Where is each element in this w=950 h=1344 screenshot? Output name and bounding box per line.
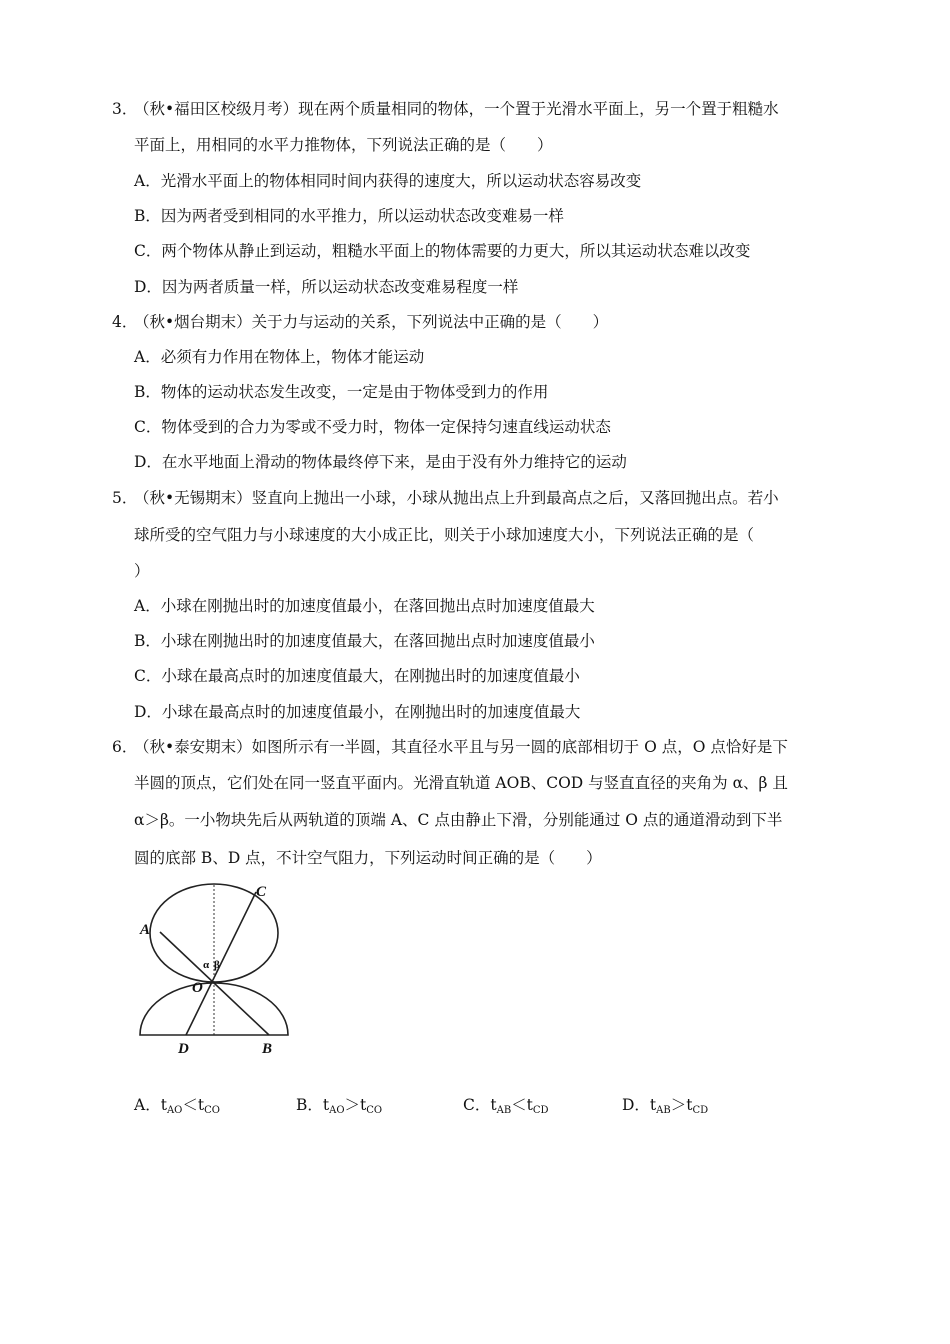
- question-stem-line: 球所受的空气阻力与小球速度的大小成正比，则关于小球加速度大小，下列说法正确的是（: [134, 526, 755, 544]
- option-d: D．$t_{AB}>t_{CD}$: [622, 1096, 709, 1116]
- question-number: 4．: [112, 313, 138, 331]
- label-c: C: [256, 884, 267, 900]
- label-d: D: [178, 1041, 189, 1057]
- question-number: 3．: [112, 100, 138, 118]
- question-stem-line: ）: [134, 562, 150, 580]
- question-stem-line: α＞β。一小物块先后从两轨道的顶端 A、C 点由静止下滑，分别能通过 O 点的通道滑动到下半: [134, 811, 783, 829]
- option-d: D．小球在最高点时的加速度值最小，在刚抛出时的加速度值最大: [134, 703, 581, 721]
- option-c: C．$t_{AB}<t_{CD}$: [463, 1096, 549, 1116]
- question-stem-line: （秋•无锡期末）竖直向上抛出一小球，小球从抛出点上升到最高点之后，又落回抛出点。若小: [134, 489, 779, 507]
- option-c: C．物体受到的合力为零或不受力时，物体一定保持匀速直线运动状态: [134, 418, 611, 436]
- question-stem-line: （秋•福田区校级月考）现在两个质量相同的物体，一个置于光滑水平面上，另一个置于粗糙水: [134, 100, 779, 118]
- option-b: B．物体的运动状态发生改变，一定是由于物体受到力的作用: [134, 383, 549, 401]
- geometry-figure: [134, 880, 294, 1060]
- option-b: B．因为两者受到相同的水平推力，所以运动状态改变难易一样: [134, 207, 564, 225]
- option-b: B．$t_{AO}>t_{CO}$: [296, 1096, 383, 1116]
- option-b: B．小球在刚抛出时的加速度值最大，在落回抛出点时加速度值最小: [134, 632, 595, 650]
- option-a: A．光滑水平面上的物体相同时间内获得的速度大，所以运动状态容易改变: [134, 172, 642, 190]
- label-a: A: [140, 922, 151, 938]
- track-aob: [160, 932, 269, 1035]
- question-stem-line: 圆的底部 B、D 点，不计空气阻力，下列运动时间正确的是（ ）: [134, 849, 602, 867]
- option-a: A．必须有力作用在物体上，物体才能运动: [134, 348, 425, 366]
- option-c: C．两个物体从静止到运动，粗糙水平面上的物体需要的力更大，所以其运动状态难以改变: [134, 242, 751, 260]
- label-alpha: α: [203, 959, 210, 971]
- option-c: C．小球在最高点时的加速度值最大，在刚抛出时的加速度值最小: [134, 667, 580, 685]
- question-stem-line: 平面上，用相同的水平力推物体，下列说法正确的是（ ）: [134, 136, 553, 154]
- label-b: B: [262, 1041, 273, 1057]
- option-a: A．小球在刚抛出时的加速度值最小，在落回抛出点时加速度值最大: [134, 597, 595, 615]
- label-o: O: [192, 980, 203, 996]
- question-stem-line: 半圆的顶点，它们处在同一竖直平面内。光滑直轨道 AOB、COD 与竖直直径的夹角为 α、β 且: [134, 774, 788, 792]
- question-stem-line: （秋•烟台期末）关于力与运动的关系，下列说法中正确的是（ ）: [134, 313, 609, 331]
- label-beta: β: [214, 959, 220, 971]
- option-a: A．$t_{AO}<t_{CO}$: [134, 1096, 220, 1116]
- option-d: D．在水平地面上滑动的物体最终停下来，是由于没有外力维持它的运动: [134, 453, 627, 471]
- question-stem-line: （秋•泰安期末）如图所示有一半圆，其直径水平且与另一圆的底部相切于 O 点，O 点恰好是下: [134, 738, 788, 756]
- question-number: 5．: [112, 489, 138, 507]
- question-number: 6．: [112, 738, 138, 756]
- option-d: D．因为两者质量一样，所以运动状态改变难易程度一样: [134, 278, 519, 296]
